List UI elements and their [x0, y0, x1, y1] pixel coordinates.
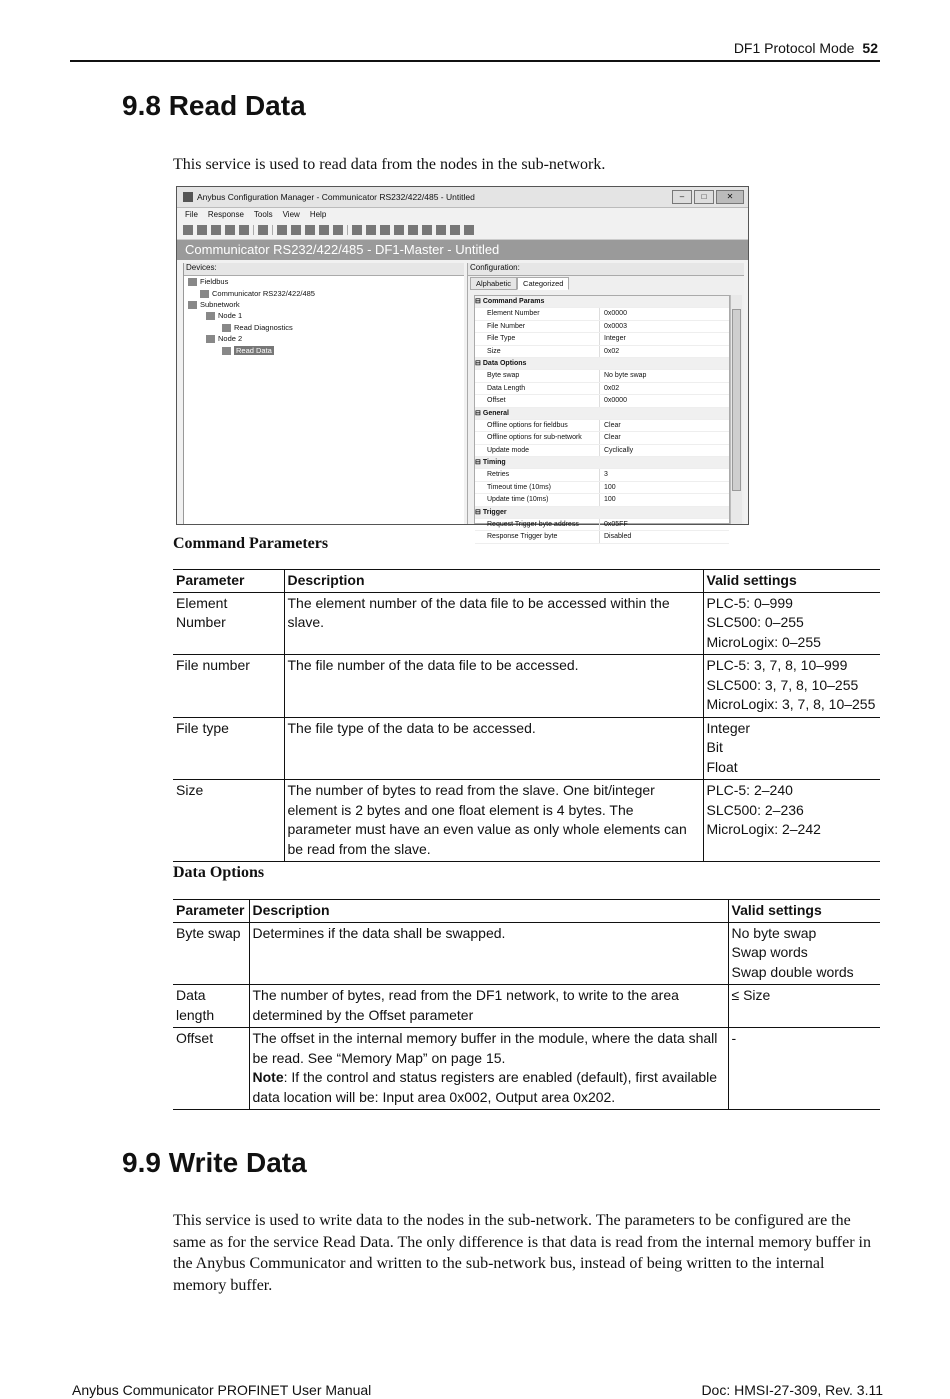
communicator-icon: [200, 290, 209, 298]
response-icon: [464, 225, 474, 235]
open-icon: [197, 225, 207, 235]
folder-icon: [222, 347, 231, 355]
monitor-icon: [380, 225, 390, 235]
table-row: [173, 985, 880, 1028]
header-rule: [70, 60, 880, 62]
query-icon: [450, 225, 460, 235]
grid-key: Offline options for sub-network: [487, 434, 582, 442]
grid-key: Offset: [487, 397, 506, 405]
devices-pane: [183, 263, 464, 524]
grid-value: 0x05FF: [599, 519, 628, 530]
move-icon: [333, 225, 343, 235]
grid-row: [475, 469, 729, 481]
table-row: [173, 655, 880, 718]
valid-settings-cell: -: [728, 1028, 880, 1110]
data-options-heading: Data Options: [173, 864, 265, 881]
header-section: DF1 Protocol Mode: [733, 40, 855, 56]
section-title-read-data: 9.8 Read Data: [122, 90, 306, 121]
grid-row: [475, 395, 729, 407]
table-row: [173, 780, 880, 862]
grid-category: [475, 457, 729, 469]
grid-value: No byte swap: [599, 370, 646, 381]
collapse-icon: ⊟: [475, 298, 481, 305]
valid-settings-cell: No byte swap Swap words Swap double words: [728, 922, 880, 985]
close-icon: ✕: [716, 190, 744, 204]
param-cell: File type: [173, 717, 284, 780]
param-cell: Data length: [173, 985, 249, 1028]
grid-key: Byte swap: [487, 372, 520, 380]
grid-row: [475, 531, 729, 543]
property-grid: [474, 295, 730, 541]
grid-key: Update mode: [487, 446, 530, 454]
description-cell: The element number of the data file to be accessed within the slave.: [284, 592, 703, 655]
table-row: [173, 922, 880, 985]
description-cell: [249, 1028, 728, 1110]
subnetwork-icon: [188, 301, 197, 309]
scrollbar-thumb: [732, 309, 741, 491]
grid-key: Timeout time (10ms): [487, 483, 551, 491]
save-icon: [211, 225, 221, 235]
configuration-pane: [467, 263, 744, 541]
grid-value: 0x0000: [599, 308, 627, 319]
param-cell: File number: [173, 655, 284, 718]
grid-row: [475, 432, 729, 444]
valid-settings-cell: PLC-5: 2–240 SLC500: 2–236 MicroLogix: 2–242: [703, 780, 880, 862]
collapse-icon: ⊟: [475, 459, 481, 467]
col-description: Description: [284, 570, 703, 593]
grid-key: Response Trigger byte: [487, 533, 558, 541]
devices-label: Devices:: [184, 263, 464, 276]
grid-value: Clear: [599, 420, 621, 431]
description-cell: The file type of the data to be accessed.: [284, 717, 703, 780]
upload-icon: [239, 225, 249, 235]
config-manager-screenshot: [176, 186, 749, 541]
grid-value: 0x0000: [599, 395, 627, 406]
window-titlebar: [177, 187, 748, 208]
description-cell: The number of bytes to read from the slave. One bit/integer element is 2 bytes and one float element is 4 bytes. The parameter must have an even value as only whole elements can be read from the slave.: [284, 780, 703, 862]
read-data-intro: This service is used to read data from the nodes in the sub-network.: [173, 156, 606, 173]
grid-category: [475, 408, 729, 420]
project-banner: Communicator RS232/422/485 - DF1-Master - Untitled: [177, 240, 748, 260]
table-row: [173, 717, 880, 780]
param-cell: Size: [173, 780, 284, 862]
grid-key: Update time (10ms): [487, 496, 549, 504]
data-options-table: [173, 899, 880, 1110]
grid-key: File Number: [487, 322, 526, 330]
tree-item-read-diagnostics: Read Diagnostics: [222, 323, 293, 332]
window-buttons: [672, 190, 744, 204]
collapse-icon: ⊟: [475, 359, 481, 367]
grid-key: Retries: [487, 471, 510, 479]
tab-categorized: Categorized: [517, 277, 569, 290]
grid-scrollbar: [730, 295, 742, 524]
command-parameters-table: [173, 569, 880, 862]
grid-key: Data Options: [482, 359, 527, 367]
description-cell: The number of bytes, read from the DF1 network, to write to the area determined by the Offset parameter: [249, 985, 728, 1028]
connect-icon: [352, 225, 362, 235]
grid-row: [475, 383, 729, 395]
grid-value: Cyclically: [599, 445, 633, 456]
node-icon: [206, 312, 215, 320]
param-cell: Byte swap: [173, 922, 249, 985]
grid-key: Timing: [482, 459, 506, 467]
grid-value: Disabled: [599, 531, 631, 542]
write-data-body: This service is used to write data to the nodes in the sub-network. The parameters to be configured are the same as for the service Read Data. The only difference is that data is read from the internal memory buffer in the Anybus Communicator and written to the sub-network bus, instead of being written to the internal memory buffer.: [173, 1212, 871, 1294]
menu-help: Help: [309, 210, 327, 219]
grid-category: [475, 296, 729, 308]
grid-key: Size: [487, 347, 501, 355]
command-parameters-heading: Command Parameters: [173, 535, 329, 552]
configuration-label: Configuration:: [468, 263, 744, 276]
footer-manual-title: Anybus Communicator PROFINET User Manual: [72, 1382, 372, 1398]
grid-value: 3: [599, 469, 608, 480]
command-icon: [436, 225, 446, 235]
col-valid-settings: Valid settings: [728, 900, 880, 923]
grid-category: [475, 358, 729, 370]
transaction-icon: [422, 225, 432, 235]
grid-key: Element Number: [487, 310, 540, 318]
col-parameter: Parameter: [173, 570, 284, 593]
valid-settings-cell: Integer Bit Float: [703, 717, 880, 780]
window-title: Anybus Configuration Manager - Communicator RS232/422/485 - Untitled: [197, 192, 475, 202]
col-parameter: Parameter: [173, 900, 249, 923]
page-number: 52: [862, 40, 878, 56]
grid-row: [475, 494, 729, 506]
tab-alphabetic: Alphabetic: [470, 277, 517, 290]
new-icon: [183, 225, 193, 235]
menu-bar: [177, 208, 748, 221]
table-header-row: [173, 900, 880, 923]
tree-item-subnetwork: Subnetwork: [188, 300, 240, 309]
running-header: [734, 40, 878, 56]
menu-response: Response: [207, 210, 244, 219]
table-header-row: [173, 570, 880, 593]
download-icon: [225, 225, 235, 235]
note-label: Note: [252, 1069, 284, 1085]
param-cell: Offset: [173, 1028, 249, 1110]
grid-row: [475, 420, 729, 432]
maximize-icon: □: [694, 190, 714, 204]
app-icon: [183, 192, 193, 202]
tree-item-fieldbus: Fieldbus: [188, 277, 228, 286]
valid-settings-cell: ≤ Size: [728, 985, 880, 1028]
grid-value: 100: [599, 482, 616, 493]
grid-value: 0x0003: [599, 321, 627, 332]
grid-value: Clear: [599, 432, 621, 443]
delete-icon: [319, 225, 329, 235]
footer-doc-number: Doc: HMSI-27-309, Rev. 3.11: [701, 1382, 883, 1398]
grid-category: [475, 507, 729, 519]
description-cell: The file number of the data file to be accessed.: [284, 655, 703, 718]
grid-key: Data Length: [487, 384, 526, 392]
note-text: : If the control and status registers are enabled (default), first available data location will be: Input area 0x002, Output area 0x202.: [252, 1069, 718, 1105]
grid-row: [475, 346, 729, 358]
valid-settings-cell: PLC-5: 3, 7, 8, 10–999 SLC500: 3, 7, 8, 10–255 MicroLogix: 3, 7, 8, 10–255: [703, 655, 880, 718]
paste-icon: [305, 225, 315, 235]
table-row: [173, 592, 880, 655]
col-description: Description: [249, 900, 728, 923]
tree-item-node-2: Node 2: [206, 334, 242, 343]
tree-item-read-data: Read Data: [222, 346, 274, 355]
grid-key: Request Trigger byte address: [487, 521, 579, 529]
grid-value: 0x02: [599, 346, 619, 357]
toolbar: [177, 221, 748, 240]
node-icon: [394, 225, 404, 235]
copy-icon: [291, 225, 301, 235]
cut-icon: [277, 225, 287, 235]
param-cell: Element Number: [173, 592, 284, 655]
grid-row: [475, 370, 729, 382]
collapse-icon: ⊟: [475, 508, 481, 516]
grid-value: 0x02: [599, 383, 619, 394]
grid-key: Offline options for fieldbus: [487, 421, 568, 429]
node-icon: [206, 335, 215, 343]
table-row: [173, 1028, 880, 1110]
grid-row: [475, 445, 729, 457]
grid-row: [475, 519, 729, 531]
section-title-write-data: 9.9 Write Data: [122, 1147, 307, 1178]
properties-icon: [258, 225, 268, 235]
tree-item-communicator: Communicator RS232/422/485: [200, 289, 315, 298]
collapse-icon: ⊟: [475, 409, 481, 417]
fieldbus-icon: [188, 278, 197, 286]
menu-file: File: [185, 210, 198, 219]
offset-description: The offset in the internal memory buffer in the module, where the data shall be read. See “Memory Map” on page 15.: [252, 1030, 718, 1066]
description-cell: Determines if the data shall be swapped.: [249, 922, 728, 985]
grid-key: Trigger: [482, 508, 507, 516]
menu-view: View: [282, 210, 300, 219]
config-tabs: [470, 277, 569, 290]
menu-tools: Tools: [253, 210, 273, 219]
grid-key: Command Params: [482, 298, 545, 305]
grid-row: [475, 321, 729, 333]
grid-row: [475, 308, 729, 320]
valid-settings-cell: PLC-5: 0–999 SLC500: 0–255 MicroLogix: 0–255: [703, 592, 880, 655]
grid-row: [475, 482, 729, 494]
grid-key: File Type: [487, 335, 516, 343]
grid-value: Integer: [599, 333, 626, 344]
minimize-icon: –: [672, 190, 692, 204]
disconnect-icon: [366, 225, 376, 235]
tree-item-node-1: Node 1: [206, 311, 242, 320]
grid-value: 100: [599, 494, 616, 505]
grid-row: [475, 333, 729, 345]
col-valid-settings: Valid settings: [703, 570, 880, 593]
grid-key: General: [482, 409, 509, 417]
panes: [177, 263, 748, 541]
screen-icon: [408, 225, 418, 235]
folder-icon: [222, 324, 231, 332]
